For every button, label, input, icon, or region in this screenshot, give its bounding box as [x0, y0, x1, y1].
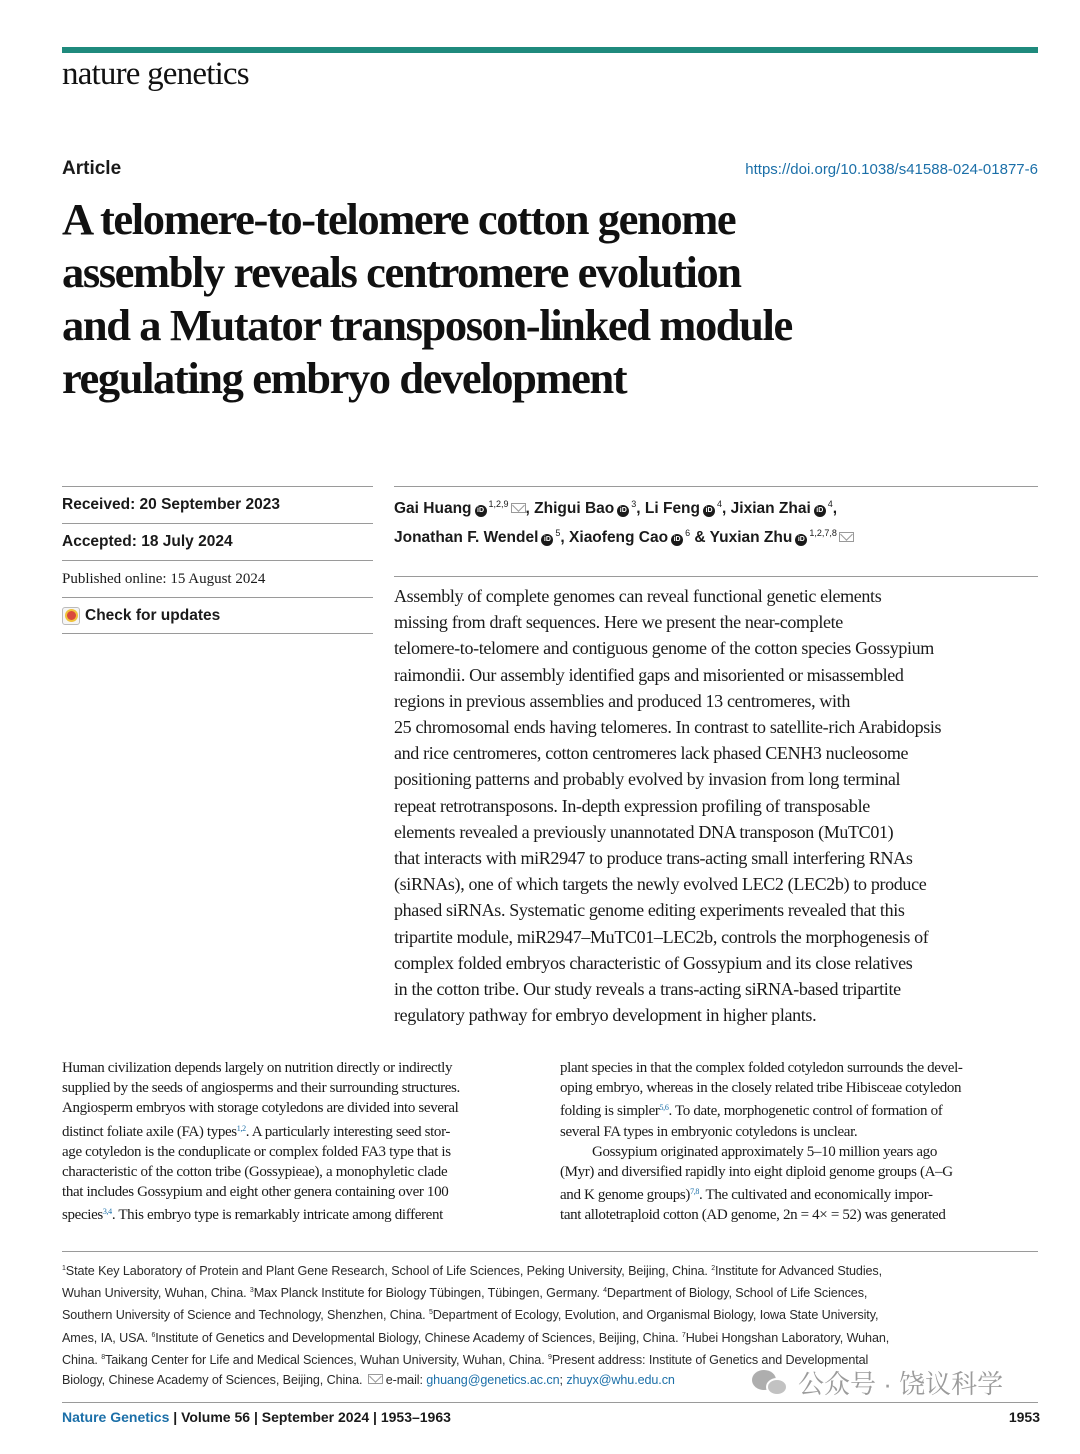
abstract-line: raimondii. Our assembly identified gaps and misoriented or misassembled [394, 664, 904, 685]
abstract-line: in the cotton tribe. Our study reveals a trans-acting siRNA-based tripartite [394, 979, 901, 1000]
affiliations-divider [62, 1251, 1038, 1252]
orcid-icon[interactable]: iD [671, 534, 683, 546]
author[interactable]: Xiaofeng Cao $iD^6$ & [569, 528, 706, 546]
body-line: supplied by the seeds of angiosperms and their surrounding structures. [62, 1080, 460, 1097]
author[interactable]: Yuxian Zhu iD$^{1,2,7,8}$ [710, 529, 854, 546]
page-number: 1953 [1008, 1409, 1040, 1425]
abstract-line: tripartite module, miR2947–MuTC01–LEC2b, controls the morphogenesis of [394, 926, 929, 947]
body-line: Angiosperm embryos with storage cotyledons are divided into several [62, 1100, 459, 1117]
check-for-updates-link[interactable]: Check for updates [62, 597, 373, 634]
affiliation-line: Ames, IA, USA. $^6$Institute of Genetics and Developmental Biology, Chinese Academy of Sciences, Beijing, China. $^7$Hubei Hongshan Laboratory, Wuhan, [62, 1330, 890, 1345]
mail-icon [368, 1374, 383, 1384]
body-line: and K genome groups)$^{7,8}$. The cultivated and economically impor- [560, 1187, 933, 1204]
affiliation-line: $^1$State Key Laboratory of Protein and Plant Gene Research, School of Life Sciences, Peking University, Beijing, China. $^2$Institute for Advanced Studies, [62, 1264, 883, 1278]
orcid-icon[interactable]: iD [617, 505, 629, 517]
abstract-line: and rice centromeres, cotton centromeres lack phased CENH3 nucleosome [394, 743, 909, 764]
publication-dates [62, 486, 373, 634]
abstract-line: phased siRNAs. Systematic genome editing experiments revealed that this [394, 900, 905, 921]
article-title [62, 193, 1022, 405]
abstract-line: missing from draft sequences. Here we present the near-complete [394, 612, 843, 633]
title-line: and a Mutator transposon-linked module [62, 300, 792, 350]
body-line: several FA types in embryonic cotyledons is unclear. [560, 1123, 858, 1140]
check-updates-icon [62, 607, 80, 625]
published-date: Published online: 15 August 2024 [62, 560, 373, 597]
orcid-icon[interactable]: iD [814, 505, 826, 517]
mail-icon[interactable] [839, 532, 854, 542]
footer-journal-link[interactable]: Nature Genetics [62, 1409, 170, 1425]
body-line: Gossypium originated approximately 5–10 million years ago [592, 1143, 937, 1160]
body-text-left-column [62, 1058, 540, 1226]
title-line: assembly reveals centromere evolution [62, 247, 741, 297]
body-line: distinct foliate axile (FA) types$^{1,2}$. A particularly interesting seed stor- [62, 1123, 451, 1140]
doi-link[interactable]: https://doi.org/10.1038/s41588-024-01877-6 [745, 161, 1038, 178]
affiliation-line: Wuhan University, Wuhan, China. $^3$Max Planck Institute for Biology Tübingen, Tübingen, Germany. $^4$Department of Biology, School of Life Sciences, [62, 1286, 868, 1301]
abstract-line: that interacts with miR2947 to produce trans-acting small interfering RNAs [394, 848, 913, 869]
body-line: that includes Gossypium and eight other genera containing over 100 [62, 1184, 449, 1201]
accepted-date: Accepted: 18 July 2024 [62, 523, 373, 560]
abstract-line: 25 chromosomal ends having telomeres. In contrast to satellite-rich Arabidopsis [394, 717, 942, 738]
author[interactable]: Li Feng $iD^4$, [644, 499, 727, 517]
citation-ref[interactable]: 3,4 [102, 1207, 112, 1217]
author[interactable]: Gai Huang iD$^{1,2,9}$ , [394, 499, 530, 517]
orcid-icon[interactable]: iD [541, 534, 553, 546]
orcid-icon[interactable]: iD [475, 505, 487, 517]
body-text-right-column [560, 1058, 1038, 1226]
top-accent-rule [62, 47, 1038, 53]
email-link[interactable]: zhuyx@whu.edu.cn [566, 1373, 675, 1388]
orcid-icon[interactable]: iD [703, 505, 715, 517]
body-line: tant allotetraploid cotton (AD genome, 2n = 4× = 52) was generated [560, 1207, 946, 1224]
footer-divider [62, 1402, 1038, 1403]
citation-ref[interactable]: 5,6 [659, 1103, 669, 1113]
abstract-line: regulatory pathway for embryo development in higher plants. [394, 1005, 817, 1026]
affiliation-line: Southern University of Science and Technology, Shenzhen, China. $^5$Department of Ecology, Evolution, and Organismal Biology, Iowa State University, [62, 1308, 879, 1323]
citation-ref[interactable]: 7,8 [690, 1187, 700, 1197]
article-type-label: Article [62, 158, 122, 179]
author[interactable]: Jixian Zhai $iD^4$, [730, 499, 838, 517]
abstract-line: telomere-to-telomere and contiguous genome of the cotton species Gossypium [394, 638, 934, 659]
body-line: characteristic of the cotton tribe (Gossypieae), a monophyletic clade [62, 1164, 448, 1181]
author-list [394, 492, 1038, 550]
footer-citation: Nature Genetics | Volume 56 | September 2024 | 1953–1963 [62, 1409, 451, 1425]
body-line: species$^{3,4}$. This embryo type is remarkably intricate among different [62, 1207, 443, 1224]
abstract-line: (siRNAs), one of which targets the newly evolved LEC2 (LEC2b) to produce [394, 874, 927, 895]
abstract-line: repeat retrotransposons. In-depth expression profiling of transposable [394, 795, 870, 816]
abstract-line: positioning patterns and probably evolved by invasion from long terminal [394, 769, 901, 790]
body-line: plant species in that the complex folded cotyledon surrounds the devel- [560, 1060, 963, 1076]
abstract-line: elements revealed a previously unannotated DNA transposon (MuTC01) [394, 821, 894, 842]
wechat-watermark: 公众号 · 饶议科学 [752, 1364, 1003, 1401]
received-date: Received: 20 September 2023 [62, 486, 373, 523]
orcid-icon[interactable]: iD [795, 534, 807, 546]
abstract-line: regions in previous assemblies and produced 13 centromeres, with [394, 690, 850, 711]
affiliation-line: China. $^8$Taikang Center for Life and Medical Sciences, Wuhan University, Wuhan, China. $^9$Present address: Institute of Genetics and Developmental [62, 1352, 869, 1367]
journal-logo[interactable]: nature genetics [62, 56, 249, 92]
abstract [394, 583, 1044, 1028]
body-line: age cotyledon is the conduplicate or complex folded FA3 type that is [62, 1143, 451, 1160]
citation-ref[interactable]: 1,2 [236, 1123, 246, 1133]
body-line: Human civilization depends largely on nutrition directly or indirectly [62, 1060, 453, 1076]
mail-icon[interactable] [511, 503, 526, 513]
title-line: A telomere-to-telomere cotton genome [62, 194, 736, 244]
affiliation-line: Biology, Chinese Academy of Sciences, Beijing, China. e-mail: ghuang@genetics.ac.cn; zhuyx@whu.edu.cn [62, 1373, 675, 1388]
abstract-divider [394, 576, 1038, 577]
body-line: (Myr) and diversified rapidly into eight diploid genome groups (A–G [560, 1164, 953, 1181]
abstract-line: complex folded embryos characteristic of Gossypium and its close relatives [394, 952, 913, 973]
author[interactable]: Jonathan F. Wendel $iD^5$, [394, 528, 565, 546]
author[interactable]: Zhigui Bao $iD^3$, [534, 499, 641, 517]
wechat-icon [752, 1368, 788, 1398]
authors-divider [394, 486, 1038, 487]
author-line [394, 521, 1038, 550]
email-link[interactable]: ghuang@genetics.ac.cn [426, 1373, 560, 1388]
body-line: folding is simpler$^{5,6}$. To date, morphogenetic control of formation of [560, 1103, 943, 1120]
body-line: oping embryo, whereas in the closely related tribe Hibisceae cotyledon [560, 1080, 962, 1097]
abstract-line: Assembly of complete genomes can reveal functional genetic elements [394, 586, 882, 606]
author-line [394, 492, 1038, 521]
title-line: regulating embryo development [62, 353, 627, 403]
